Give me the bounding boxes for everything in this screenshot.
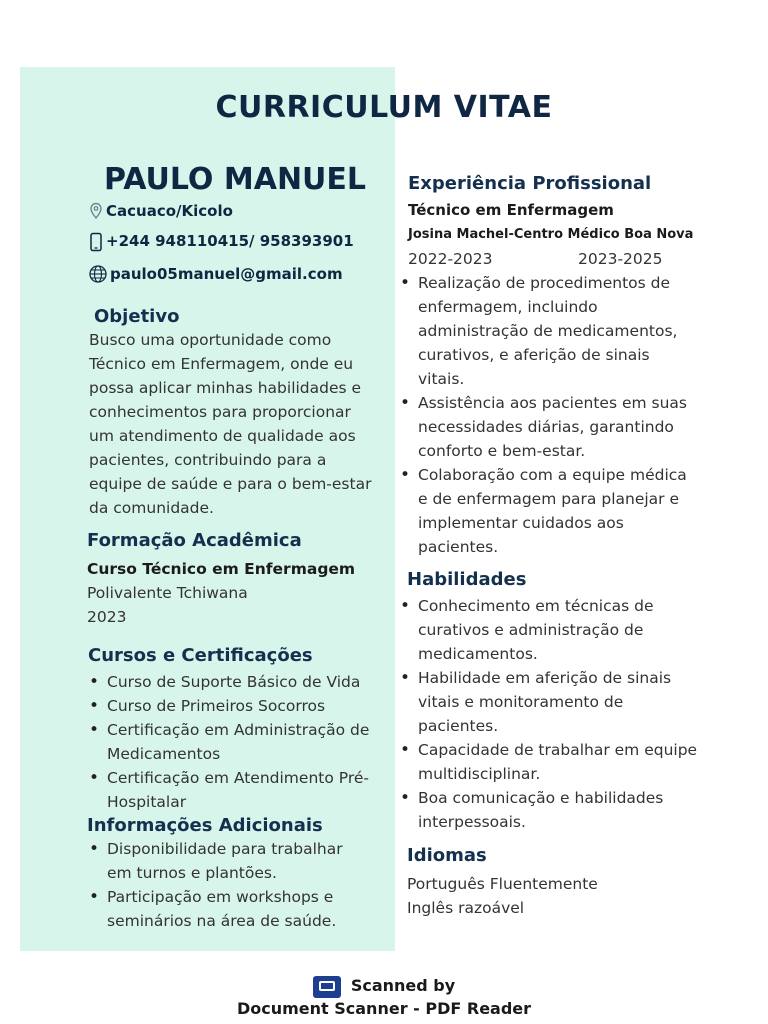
phone-text: +244 948110415/ 958393901 bbox=[106, 232, 354, 250]
list-item: • Realização de procedimentos de enfermagem, incluindo administração de medicamentos, curativos, e aferição de sinais vitais. bbox=[398, 271, 698, 391]
contact-location bbox=[88, 202, 233, 220]
idiomas-heading: Idiomas bbox=[407, 845, 487, 866]
contact-email bbox=[88, 264, 343, 284]
list-item: • Participação em workshops e seminários na área de saúde. bbox=[87, 885, 367, 933]
experiencia-period-1: 2022-2023 bbox=[408, 250, 493, 268]
formacao-course: Curso Técnico em Enfermagem bbox=[87, 560, 356, 578]
objetivo-line: da comunidade. bbox=[89, 499, 214, 517]
formacao-year: 2023 bbox=[87, 608, 127, 626]
objetivo-line: Busco uma oportunidade como bbox=[89, 331, 332, 349]
experiencia-place: Josina Machel-Centro Médico Boa Nova bbox=[408, 227, 694, 242]
formacao-details bbox=[87, 557, 387, 629]
idiomas-list bbox=[407, 872, 598, 920]
candidate-name: PAULO MANUEL bbox=[104, 162, 367, 197]
list-item: Português Fluentemente bbox=[407, 875, 598, 893]
list-item: • Certificação em Administração de Medicamentos bbox=[87, 718, 387, 766]
list-item: Inglês razoável bbox=[407, 899, 525, 917]
objetivo-line: pacientes, contribuindo para a bbox=[89, 451, 327, 469]
scanner-footer bbox=[0, 975, 768, 1020]
list-item: • Disponibilidade para trabalhar em turnos e plantões. bbox=[87, 837, 367, 885]
objetivo-line: um atendimento de qualidade aos bbox=[89, 427, 356, 445]
experiencia-list bbox=[398, 271, 698, 559]
info-heading: Informações Adicionais bbox=[87, 815, 323, 836]
footer-line-2: Document Scanner - PDF Reader bbox=[236, 998, 532, 1018]
location-text: Cacuaco/Kicolo bbox=[106, 202, 233, 220]
list-item: • Boa comunicação e habilidades interpessoais. bbox=[398, 786, 698, 834]
email-text: paulo05manuel@gmail.com bbox=[110, 265, 343, 283]
list-item: • Colaboração com a equipe médica e de enfermagem para planejar e implementar cuidados aos pacientes. bbox=[398, 463, 698, 559]
formacao-heading: Formação Acadêmica bbox=[87, 530, 302, 551]
experiencia-period-2: 2023-2025 bbox=[578, 250, 663, 268]
objetivo-text bbox=[89, 328, 389, 520]
info-list bbox=[87, 837, 367, 933]
document-title: CURRICULUM VITAE bbox=[215, 90, 553, 125]
list-item: • Certificação em Atendimento Pré-Hospitalar bbox=[87, 766, 387, 814]
objetivo-line: possa aplicar minhas habilidades e bbox=[89, 379, 362, 397]
habilidades-list bbox=[398, 594, 698, 834]
cursos-list bbox=[87, 670, 387, 814]
cursos-heading: Cursos e Certificações bbox=[88, 645, 313, 666]
list-item: • Curso de Suporte Básico de Vida bbox=[87, 670, 387, 694]
phone-icon bbox=[88, 232, 104, 250]
globe-icon bbox=[88, 264, 108, 284]
habilidades-heading: Habilidades bbox=[407, 569, 527, 590]
location-pin-icon bbox=[88, 202, 104, 220]
list-item: • Capacidade de trabalhar em equipe multidisciplinar. bbox=[398, 738, 698, 786]
experiencia-heading: Experiência Profissional bbox=[408, 173, 652, 194]
list-item: • Assistência aos pacientes em suas necessidades diárias, garantindo conforto e bem-estar. bbox=[398, 391, 698, 463]
footer-line-1: Scanned by bbox=[350, 976, 456, 995]
formacao-school: Polivalente Tchiwana bbox=[87, 584, 248, 602]
list-item: • Habilidade em aferição de sinais vitais e monitoramento de pacientes. bbox=[398, 666, 698, 738]
objetivo-line: Técnico em Enfermagem, onde eu bbox=[89, 355, 354, 373]
list-item: • Conhecimento em técnicas de curativos e administração de medicamentos. bbox=[398, 594, 698, 666]
contact-phone bbox=[88, 232, 354, 250]
experiencia-role: Técnico em Enfermagem bbox=[408, 201, 614, 219]
objetivo-line: equipe de saúde e para o bem-estar bbox=[89, 475, 372, 493]
scanner-app-icon bbox=[313, 976, 341, 998]
objetivo-heading: Objetivo bbox=[94, 306, 180, 327]
list-item: • Curso de Primeiros Socorros bbox=[87, 694, 387, 718]
objetivo-line: conhecimentos para proporcionar bbox=[89, 403, 351, 421]
